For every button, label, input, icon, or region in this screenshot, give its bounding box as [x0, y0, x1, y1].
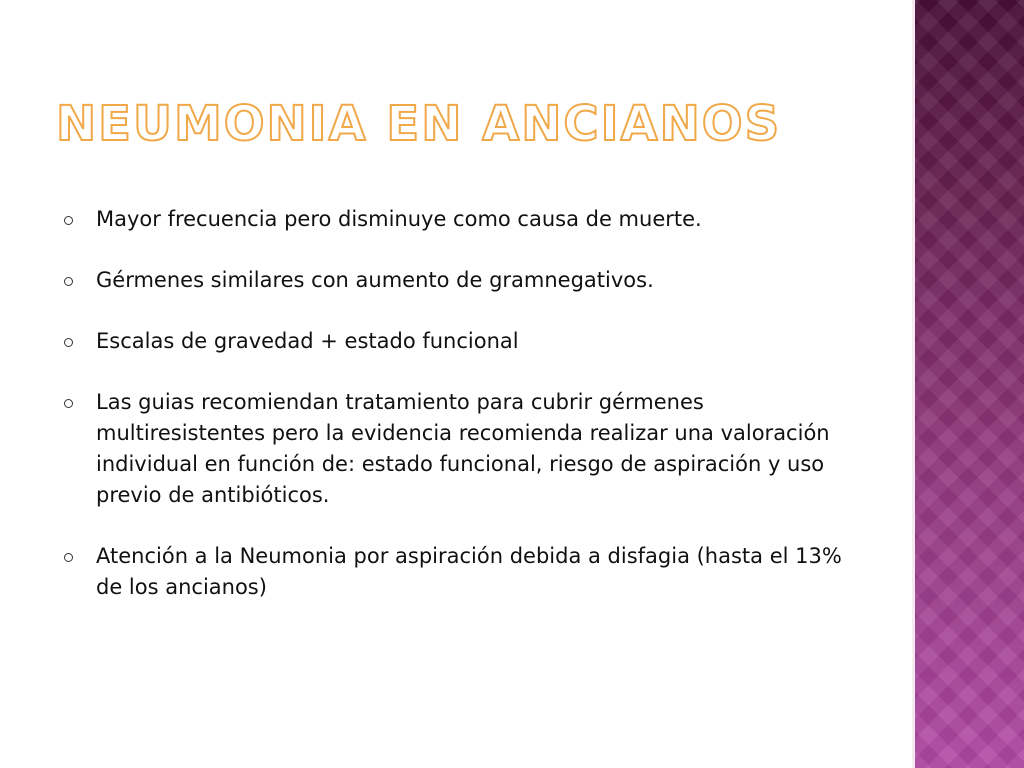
hollow-circle-bullet-icon [64, 216, 73, 225]
bullet-item [64, 541, 864, 603]
decorative-side-band [912, 0, 1024, 768]
hollow-circle-bullet-icon [64, 338, 73, 347]
hollow-circle-bullet-icon [64, 277, 73, 286]
bullet-text: Atención a la Neumonia por aspiración debida a disfagia (hasta el 13% de los ancianos) [96, 544, 842, 599]
bullet-text: Mayor frecuencia pero disminuye como causa de muerte. [96, 207, 702, 231]
bullet-list [64, 204, 864, 633]
slide-title: NEUMONIA EN ANCIANOS [56, 96, 782, 152]
bullet-item [64, 387, 864, 511]
bullet-item [64, 204, 864, 235]
bullet-item [64, 265, 864, 296]
hollow-circle-bullet-icon [64, 553, 73, 562]
bullet-text: Escalas de gravedad + estado funcional [96, 329, 519, 353]
bullet-item [64, 326, 864, 357]
bullet-text: Gérmenes similares con aumento de gramnegativos. [96, 268, 654, 292]
bullet-text: Las guias recomiendan tratamiento para cubrir gérmenes multiresistentes pero la evidencia recomienda realizar una valoración individual en función de: estado funcional, riesgo de aspiración y uso previo de antibióticos. [96, 390, 830, 507]
hollow-circle-bullet-icon [64, 399, 73, 408]
